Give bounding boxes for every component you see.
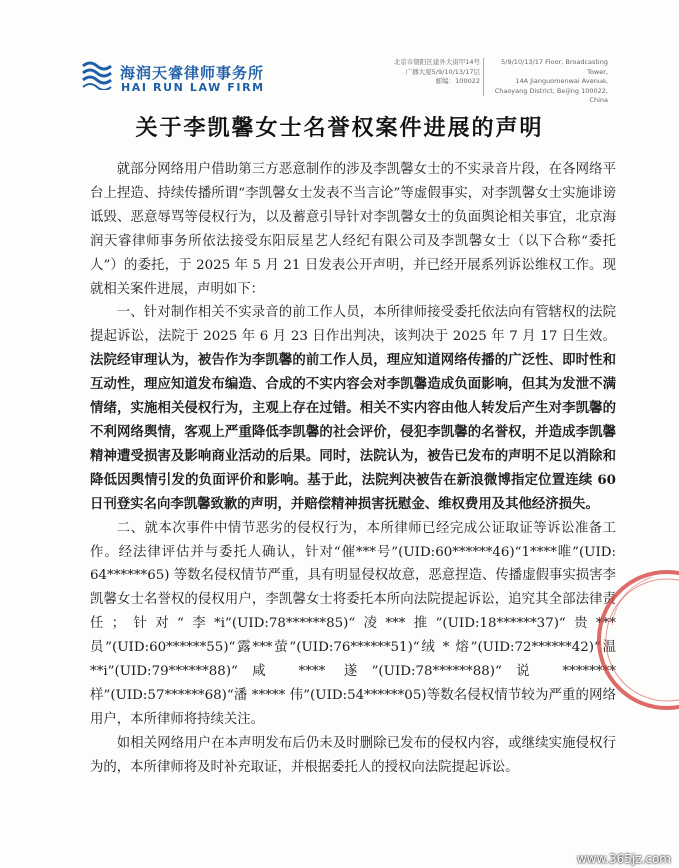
court-reasoning: 法院经审理认为，被告作为李凯馨的前工作人员，理应知道网络传播的广泛性、即时性和互动性，理应知道发布编造、合成的不实内容会对李凯馨造成负面影响，但其为发泄不满情绪，实施相关侵权行为，主观上存在过错。相关不实内容由他人转发后产生对李凯馨的不利网络舆情，客观上严重降低李凯馨的社会评价，侵犯李凯馨的名誉权，并造成李凯馨精神遭受损害及影响商业活动的后果。同时，法院认为，被告已发布的声明不足以消除和降低因舆情引发的负面评价和影响。基于此，法院判决被告在新浪微博指定位置连续 60 日刊登实名向李凯馨致歉的声明，并赔偿精神损害抚慰金、维权费用及其他经济损失。: [90, 352, 616, 512]
paragraph-litigation: 二、就本次事件中情节恶劣的侵权行为，本所律师已经完成公证取证等诉讼准备工作。经法律评估并与委托人确认，针对“催***号”(UID:60******46)“1****唯”(UID: 64******65) 等数名侵权情节严重，具有明显侵权故意，恶意捏造、传播虚假事实损害李凯馨女士名誉权的侵权用户，李凯馨女士将委托本所向法院提起诉讼，追究其全部法律责任；针对“李*i”(UID:78******85)“凌***推”(UID:18******37)“贵***员”(UID:60******55)“露***萤”(UID:76******51)“绒 * 熔”(UID:72******42)“温 **i”(UID:79******88)“咸 **** 遂”(UID:78******88)“说 ******** 样”(UID:57******68)“潘 ***** 伟”(UID:54******05)等数名侵权情节较为严重的网络用户，本所律师将持续关注。: [90, 520, 616, 727]
statement-body: [90, 158, 616, 780]
paragraph-judgment: [90, 301, 616, 516]
document-title: 关于李凯馨女士名誉权案件进展的声明: [135, 116, 544, 141]
address-cn-line: 邮编：100022: [435, 77, 480, 85]
address-cn-line: 北京市朝阳区建外大街甲14号: [393, 58, 480, 66]
firm-logo-icon: [80, 58, 114, 90]
letterhead: [0, 0, 679, 104]
address-cn: [385, 58, 480, 87]
address-divider: [483, 58, 484, 96]
address-en-line: Chaoyang District, Beijing 100022, China: [494, 86, 608, 104]
paragraph-followup: 如相关网络用户在本声明发布后仍未及时删除已发布的侵权内容，或继续实施侵权行为的，本所律师将及时补充取证，并根据委托人的授权向法院提起诉讼。: [90, 735, 616, 775]
address-en: [488, 58, 608, 106]
judgment-summary: 一、针对制作相关不实录音的前工作人员，本所律师接受委托依法向有管辖权的法院提起诉讼，法院于 2025 年 6 月 23 日作出判决，该判决于 2025 年 7 月 17 日生效。: [90, 305, 616, 345]
address-en-line: 5/9/10/13/17 Floor, Broadcasting Tower,: [501, 58, 608, 76]
paragraph-intro: 就部分网络用户借助第三方恶意制作的涉及李凯馨女士的不实录音片段，在各网络平台上捏造、持续传播所谓“李凯馨女士发表不当言论”等虚假事实，对李凯馨女士实施诽谤诋毁、恶意辱骂等侵权行为，以及蓄意引导针对李凯馨女士的负面舆论相关事宜，北京海润天睿律师事务所依法接受东阳辰星艺人经纪有限公司及李凯馨女士（以下合称“委托人”）的委托，于 2025 年 5 月 21 日发表公开声明，并已经开展系列诉讼维权工作。现就相关案件进展，声明如下：: [90, 162, 616, 297]
address-en-line: 14A Jianguomenwai Avenue,: [515, 77, 608, 85]
official-seal-icon: [592, 565, 679, 715]
address-cn-line: 广播大厦5/9/10/13/17层: [405, 67, 480, 76]
firm-name-en: HAI RUN LAW FIRM: [121, 81, 265, 94]
firm-name-cn: 海润天睿律师事务所: [120, 64, 265, 82]
site-watermark: www.365jz.com: [576, 852, 671, 866]
